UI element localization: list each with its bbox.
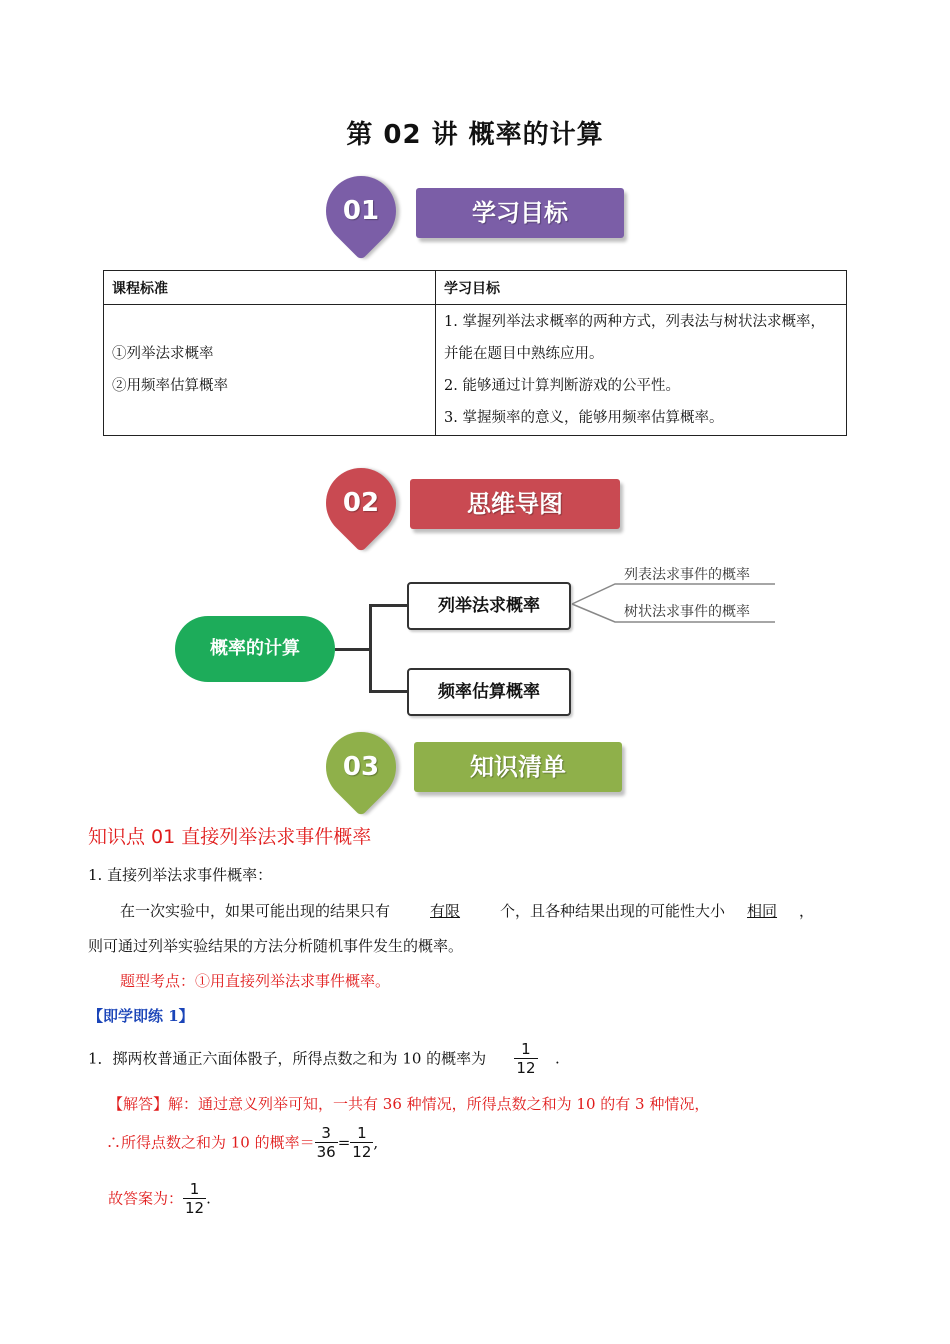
connector-line [335,648,371,651]
solution-line [108,1092,709,1116]
question-text: 1．掷两枚普通正六面体骰子，所得点数之和为 10 的概率为 [88,1049,487,1068]
standard-item: ②用频率估算概率 [112,378,228,394]
fraction-denominator: 12 [185,1199,205,1217]
blank-answer: 有限 [430,902,461,920]
exam-point: 题型考点：①用直接列举法求事件概率。 [120,972,391,990]
fraction-denominator: 36 [316,1143,336,1161]
fraction [183,1180,206,1217]
practice-question [88,1040,560,1077]
standard-item: ①列举法求概率 [112,346,214,362]
fraction-numerator: 3 [315,1124,338,1143]
goal-item: 1. 掌握列举法求概率的两种方式，列表法与树状法求概率，并能在题目中熟练应用。 [444,314,825,362]
section-label: 知识清单 [414,742,622,792]
mindmap-branch-frequency: 频率估算概率 [407,668,571,716]
connector-line [369,604,372,693]
fraction-denominator: 12 [516,1059,536,1077]
para-text: 在一次实验中，如果可能出现的结果只有 [120,902,391,920]
fraction-numerator: 1 [350,1124,373,1143]
section-number: 02 [342,488,380,518]
table-header: 学习目标 [436,271,847,305]
comma: , [373,1133,379,1152]
mindmap-root: 概率的计算 [175,616,335,682]
end-mark: . [206,1189,211,1208]
fraction [350,1124,373,1161]
section-label: 思维导图 [410,479,620,529]
knowledge-paragraph-line2: 则可通过列举实验结果的方法分析随机事件发生的概率。 [88,937,464,955]
answer-fraction [514,1040,537,1077]
section-number: 03 [342,752,380,782]
para-text: 个，且各种结果出现的可能性大小 [500,902,726,920]
mindmap-leaf-tree: 树状法求事件的概率 [624,604,750,620]
therefore-text: ∴所得点数之和为 10 的概率＝ [106,1133,315,1152]
knowledge-paragraph [120,899,880,923]
connector-line [369,690,409,693]
solution-tag: 【解答】 [108,1095,169,1113]
mindmap-branch-listing: 列举法求概率 [407,582,571,630]
knowledge-point-title: 知识点 01 直接列举法求事件概率 [88,826,372,848]
solution-text: 解：通过意义列举可知，一共有 36 种情况，所得点数之和为 10 的有 3 种情况， [168,1095,710,1113]
goals-cell [436,305,847,436]
answer-blank [497,1040,555,1077]
fraction-numerator: 1 [514,1040,537,1059]
final-label: 故答案为： [108,1189,184,1208]
section-label: 学习目标 [416,188,624,238]
fraction [315,1124,338,1161]
fraction-numerator: 1 [183,1180,206,1199]
goal-item: 2. 能够通过计算判断游戏的公平性。 [444,378,680,394]
section-number: 01 [342,196,380,226]
therefore-line [106,1124,378,1161]
page-title: 第 02 讲 概率的计算 [346,120,604,150]
mindmap-leaf-table: 列表法求事件的概率 [624,567,750,583]
end-mark: . [554,1049,560,1068]
objectives-table [103,270,847,436]
knowledge-heading: 1. 直接列举法求事件概率： [88,866,273,884]
final-answer-line [108,1180,211,1217]
goal-item: 3. 掌握频率的意义，能够用频率估算概率。 [444,410,724,426]
table-header: 课程标准 [104,271,436,305]
equals-sign: = [337,1133,351,1152]
connector-line [369,604,409,607]
practice-heading: 【即学即练 1】 [88,1007,194,1025]
fraction-denominator: 12 [352,1143,372,1161]
para-text: ， [799,902,815,920]
blank-answer: 相同 [747,902,778,920]
standards-cell [104,305,436,436]
